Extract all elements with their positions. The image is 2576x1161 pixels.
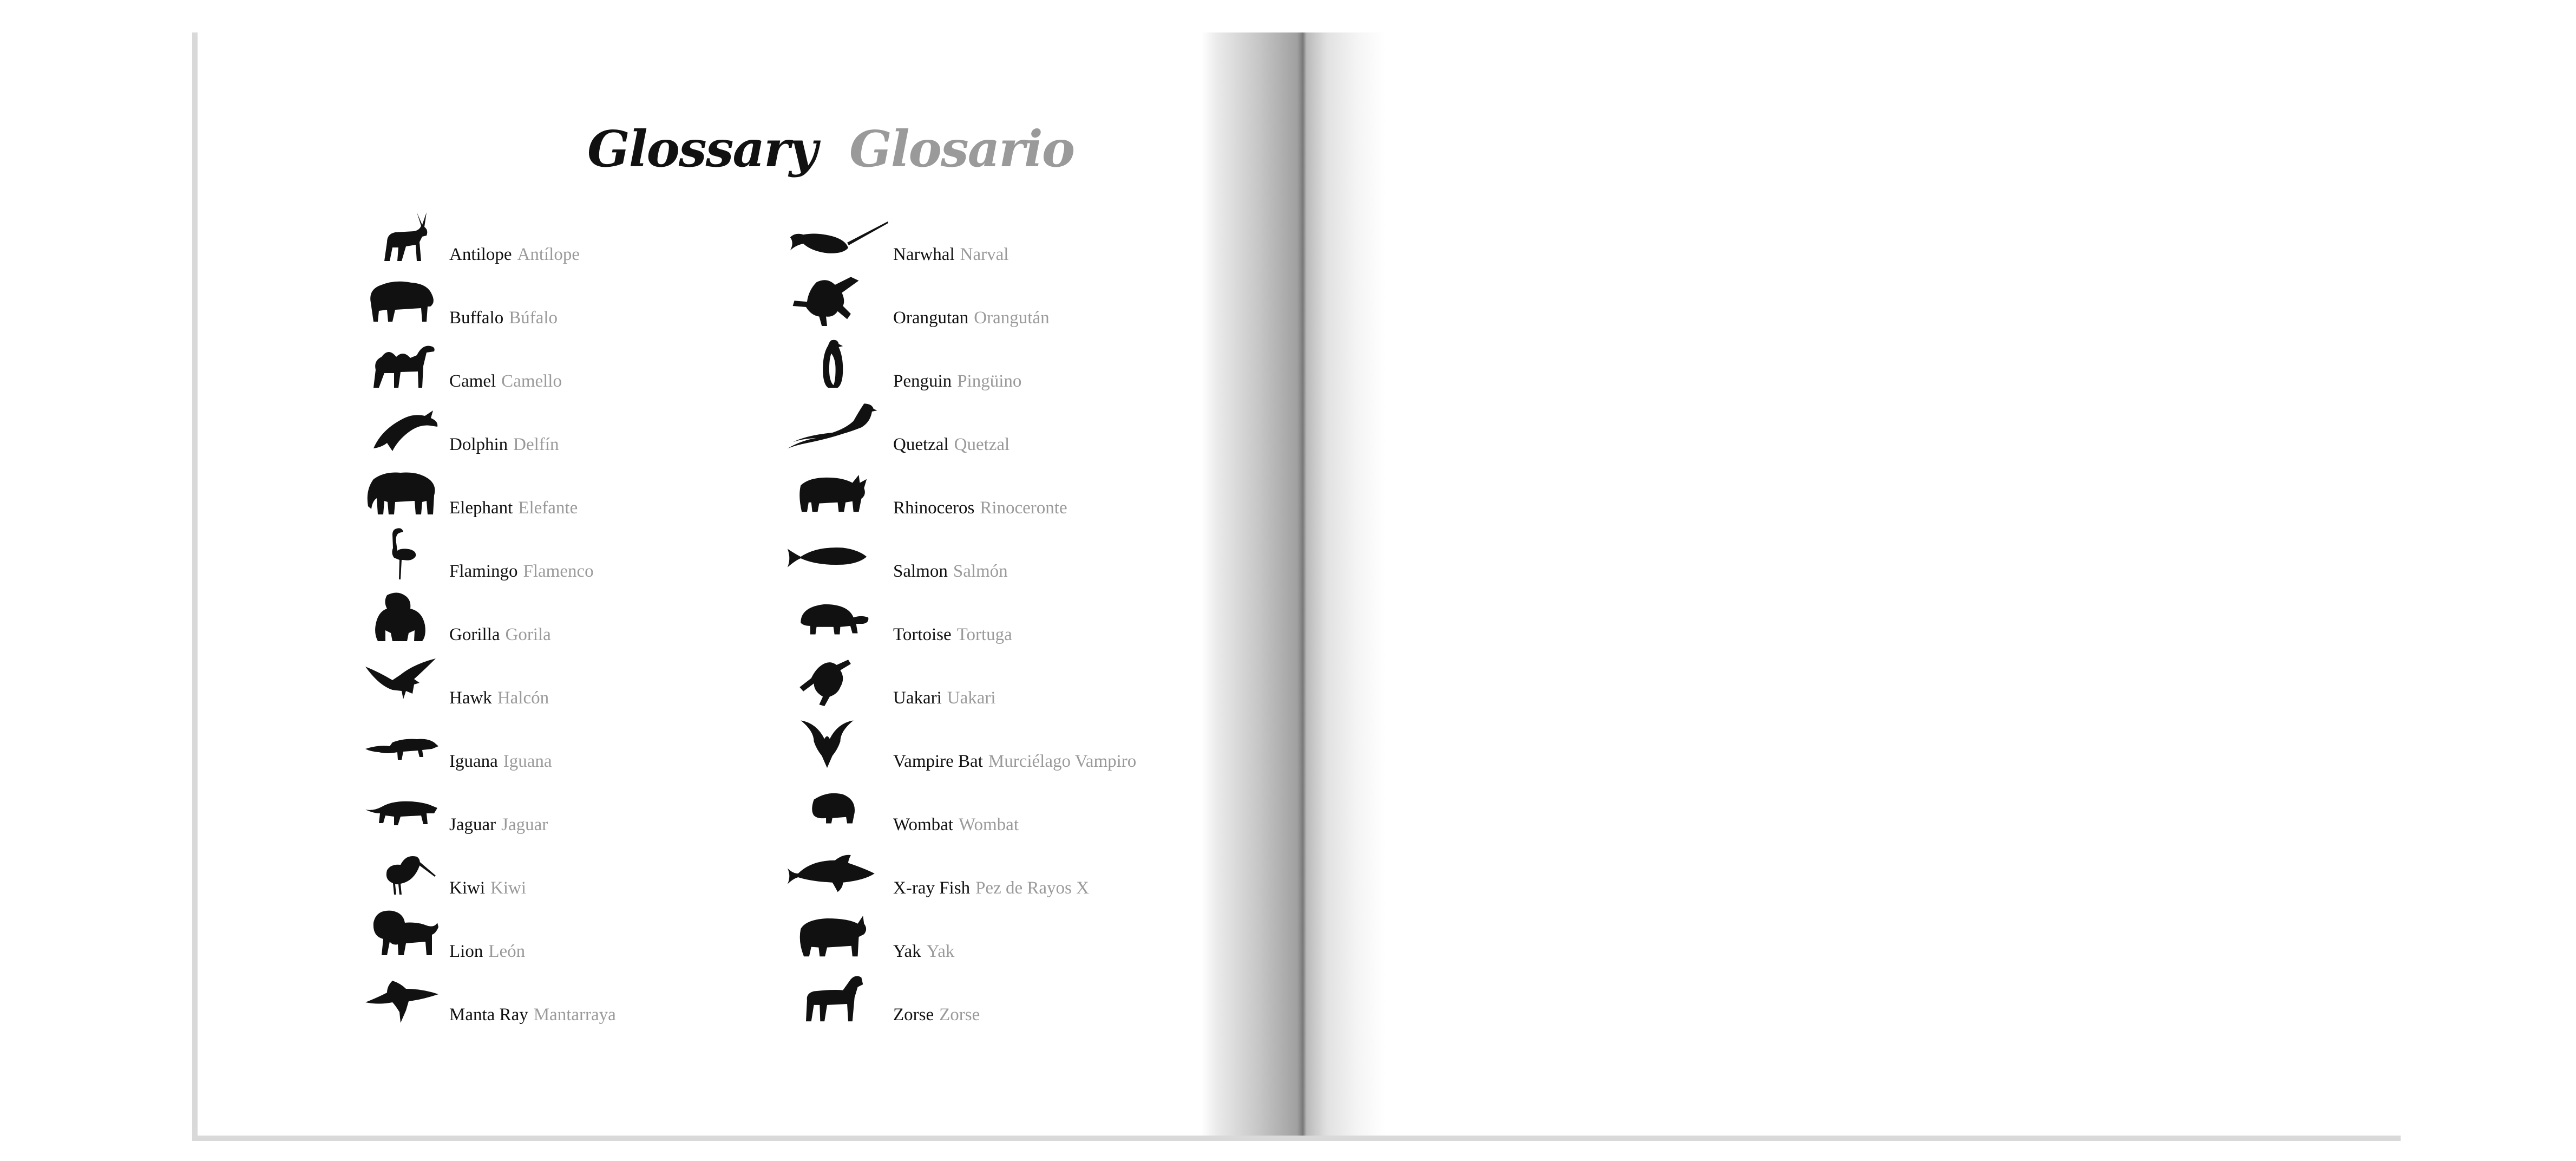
- entry-english: Yak: [893, 942, 921, 961]
- glossary-entry: [363, 521, 850, 585]
- glossary-entry: [785, 521, 1272, 585]
- entry-english: Elephant: [449, 498, 513, 518]
- entry-english: Tortoise: [893, 625, 952, 644]
- antelope-icon: [363, 210, 444, 264]
- glossary-entry-label: [893, 1006, 980, 1024]
- entry-english: Hawk: [449, 688, 492, 708]
- entry-spanish: Iguana: [503, 752, 552, 771]
- camel-icon: [363, 336, 444, 390]
- entry-english: Salmon: [893, 562, 948, 581]
- glossary-entry: [363, 458, 850, 521]
- salmon-icon: [785, 526, 890, 580]
- glossary-entry: [363, 331, 850, 395]
- entry-spanish: León: [488, 942, 526, 961]
- book-spread: [192, 32, 2401, 1141]
- entry-spanish: Salmón: [953, 562, 1008, 581]
- entry-spanish: Rinoceronte: [980, 498, 1067, 518]
- entry-spanish: Mantarraya: [533, 1005, 616, 1025]
- jaguar-icon: [363, 780, 444, 834]
- elephant-icon: [363, 463, 444, 517]
- glossary-entry-label: [449, 753, 552, 771]
- glossary-left-column: [363, 205, 850, 1028]
- entry-spanish: Pingüino: [957, 371, 1022, 391]
- entry-english: Buffalo: [449, 308, 504, 328]
- glossary-entry-label: [893, 879, 1089, 897]
- entry-spanish: Quetzal: [954, 435, 1010, 454]
- glossary-entry: [785, 585, 1272, 648]
- yak-icon: [785, 906, 890, 961]
- entry-english: Wombat: [893, 815, 953, 834]
- glossary-entry: [785, 331, 1272, 395]
- glossary-entry-label: [893, 309, 1050, 327]
- heading-spanish: Glosario: [849, 120, 1074, 178]
- glossary-entry-label: [449, 373, 562, 390]
- entry-spanish: Halcón: [497, 688, 549, 708]
- hawk-icon: [363, 653, 444, 707]
- glossary-entry: [785, 838, 1272, 902]
- glossary-entry: [363, 775, 850, 838]
- glossary-entry-label: [449, 816, 548, 834]
- glossary-entry-label: [449, 309, 558, 327]
- glossary-entry-label: [449, 943, 525, 961]
- entry-english: Gorilla: [449, 625, 500, 644]
- entry-english: Quetzal: [893, 435, 949, 454]
- glossary-entry: [363, 838, 850, 902]
- glossary-entry-label: [449, 499, 578, 517]
- glossary-entry-label: [449, 689, 549, 707]
- glossary-entry-label: [449, 1006, 616, 1024]
- heading-english: Glossary: [587, 120, 817, 178]
- entry-spanish: Yak: [926, 942, 955, 961]
- glossary-entry-label: [893, 373, 1021, 390]
- x-ray-fish-icon: [785, 843, 890, 897]
- entry-english: Vampire Bat: [893, 752, 983, 771]
- glossary-entry: [363, 712, 850, 775]
- glossary-entry-label: [449, 246, 580, 264]
- entry-english: Dolphin: [449, 435, 508, 454]
- rhinoceros-icon: [785, 463, 890, 517]
- glossary-entry-label: [893, 436, 1010, 454]
- entry-english: Narwhal: [893, 245, 955, 264]
- entry-english: Iguana: [449, 752, 498, 771]
- entry-spanish: Tortuga: [956, 625, 1012, 644]
- glossary-entry: [785, 648, 1272, 712]
- entry-english: Lion: [449, 942, 483, 961]
- entry-english: Penguin: [893, 371, 952, 391]
- glossary-entry-label: [893, 753, 1136, 771]
- glossary-entry: [785, 268, 1272, 331]
- entry-spanish: Murciélago Vampiro: [988, 752, 1137, 771]
- glossary-entry-label: [893, 943, 954, 961]
- glossary-entry: [785, 205, 1272, 268]
- entry-spanish: Búfalo: [509, 308, 558, 328]
- entry-english: Orangutan: [893, 308, 969, 328]
- penguin-icon: [785, 336, 890, 390]
- tortoise-icon: [785, 590, 890, 644]
- gorilla-icon: [363, 590, 444, 644]
- glossary-entry: [363, 585, 850, 648]
- wombat-icon: [785, 780, 890, 834]
- entry-spanish: Uakari: [947, 688, 996, 708]
- entry-spanish: Camello: [501, 371, 562, 391]
- glossary-entry-label: [893, 626, 1012, 644]
- narwhal-icon: [785, 210, 890, 264]
- glossary-entry: [785, 775, 1272, 838]
- entry-spanish: Flamenco: [523, 562, 594, 581]
- glossary-heading: [587, 108, 1129, 190]
- glossary-right-column: [785, 205, 1272, 1028]
- entry-english: Uakari: [893, 688, 942, 708]
- orangutan-icon: [785, 273, 890, 327]
- glossary-entry: [785, 712, 1272, 775]
- entry-english: Rhinoceros: [893, 498, 975, 518]
- buffalo-icon: [363, 273, 444, 327]
- entry-spanish: Kiwi: [490, 878, 526, 898]
- kiwi-icon: [363, 843, 444, 897]
- quetzal-icon: [785, 400, 890, 454]
- entry-spanish: Delfín: [513, 435, 559, 454]
- entry-spanish: Wombat: [959, 815, 1019, 834]
- iguana-icon: [363, 716, 444, 771]
- book-gutter-shadow: [1202, 32, 1386, 1136]
- glossary-entry-label: [893, 563, 1008, 580]
- lion-icon: [363, 906, 444, 961]
- glossary-entry: [363, 268, 850, 331]
- glossary-entry: [785, 458, 1272, 521]
- entry-spanish: Pez de Rayos X: [975, 878, 1089, 898]
- glossary-entry: [785, 965, 1272, 1028]
- entry-english: Jaguar: [449, 815, 496, 834]
- flamingo-icon: [363, 526, 444, 580]
- manta-ray-icon: [363, 970, 444, 1024]
- glossary-entry: [363, 395, 850, 458]
- left-page: [198, 32, 1210, 1136]
- glossary-entry: [785, 902, 1272, 965]
- uakari-icon: [785, 653, 890, 707]
- entry-spanish: Antílope: [517, 245, 580, 264]
- glossary-entry: [363, 648, 850, 712]
- entry-spanish: Orangután: [974, 308, 1050, 328]
- glossary-entry-label: [893, 499, 1067, 517]
- glossary-entry-label: [893, 246, 1008, 264]
- entry-english: Zorse: [893, 1005, 934, 1025]
- glossary-entry-label: [893, 689, 996, 707]
- entry-english: Antilope: [449, 245, 512, 264]
- vampire-bat-icon: [785, 716, 890, 771]
- entry-english: Kiwi: [449, 878, 485, 898]
- entry-english: Flamingo: [449, 562, 518, 581]
- entry-spanish: Gorila: [505, 625, 551, 644]
- entry-english: Camel: [449, 371, 496, 391]
- glossary-entry: [363, 205, 850, 268]
- zorse-icon: [785, 970, 890, 1024]
- entry-spanish: Narval: [960, 245, 1009, 264]
- entry-spanish: Zorse: [939, 1005, 980, 1025]
- dolphin-icon: [363, 400, 444, 454]
- glossary-entry: [785, 395, 1272, 458]
- entry-english: Manta Ray: [449, 1005, 528, 1025]
- glossary-entry: [363, 902, 850, 965]
- glossary-entry-label: [893, 816, 1019, 834]
- glossary-entry-label: [449, 436, 559, 454]
- glossary-entry-label: [449, 626, 551, 644]
- entry-spanish: Jaguar: [501, 815, 548, 834]
- entry-spanish: Elefante: [518, 498, 578, 518]
- entry-english: X-ray Fish: [893, 878, 971, 898]
- glossary-entry-label: [449, 563, 594, 580]
- glossary-entry: [363, 965, 850, 1028]
- right-page-blank: [1386, 32, 2401, 1136]
- glossary-entry-label: [449, 879, 526, 897]
